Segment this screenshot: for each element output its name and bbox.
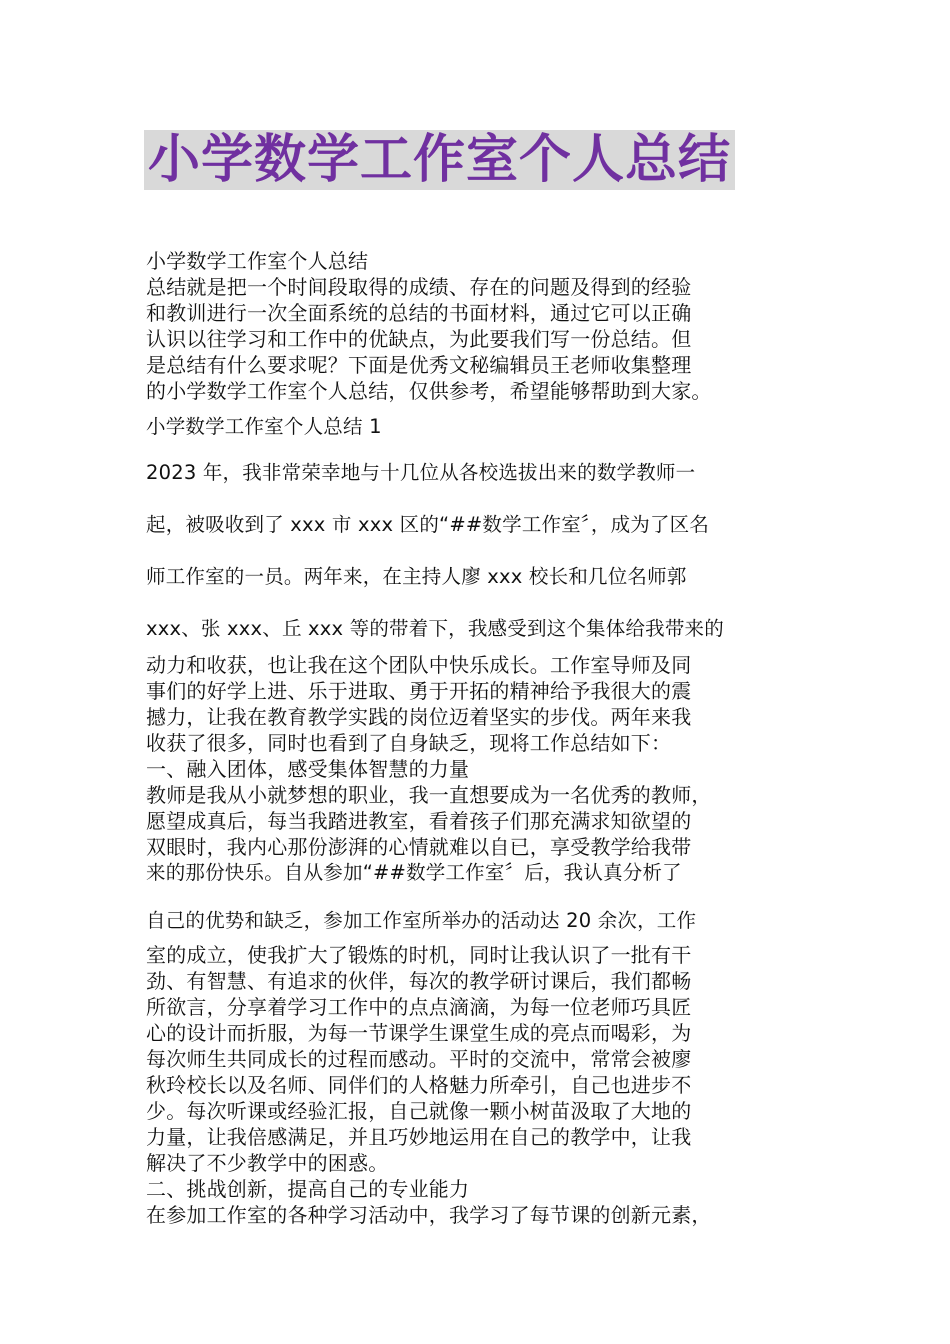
body-line: 教师是我从小就梦想的职业，我一直想要成为一名优秀的教师， [146,783,712,807]
body-line: 师工作室的一员。两年来，在主持人廖 xxx 校长和几位名师郭 [146,565,687,588]
body-line: 愿望成真后，每当我踏进教室，看着孩子们那充满求知欲望的 [146,809,692,833]
body-line: 一、融入团体，感受集体智慧的力量 [146,757,470,781]
body-line: 2023 年，我非常荣幸地与十几位从各校选拔出来的数学教师一 [146,461,696,484]
title-highlight [144,130,735,190]
body-line: 双眼时，我内心那份澎湃的心情就难以自已，享受教学给我带 [146,835,692,859]
body-line: 二、挑战创新，提高自己的专业能力 [146,1177,470,1201]
body-line: 小学数学工作室个人总结 1 [146,415,382,438]
body-line: 的小学数学工作室个人总结，仅供参考，希望能够帮助到大家。 [146,379,712,403]
body-line: 所欲言，分享着学习工作中的点点滴滴，为每一位老师巧具匠 [146,995,692,1019]
body-line: 起，被吸收到了 xxx 市 xxx 区的“##数学工作室〞，成为了区名 [146,513,710,536]
body-line: 小学数学工作室个人总结 [146,249,369,273]
body-line: 劲、有智慧、有追求的伙伴，每次的教学研讨课后，我们都畅 [146,969,692,993]
body-line: 动力和收获，也让我在这个团队中快乐成长。工作室导师及同 [146,653,692,677]
body-line: 在参加工作室的各种学习活动中，我学习了每节课的创新元素， [146,1203,712,1227]
body-line: 事们的好学上进、乐于进取、勇于开拓的精神给予我很大的震 [146,679,692,703]
document-title: 小学数学工作室个人总结 [148,130,732,190]
body-line: 少。每次听课或经验汇报，自己就像一颗小树苗汲取了大地的 [146,1099,692,1123]
body-line: 和教训进行一次全面系统的总结的书面材料，通过它可以正确 [146,301,692,325]
body-line: 室的成立，使我扩大了锻炼的时机，同时让我认识了一批有干 [146,943,692,967]
body-line: 总结就是把一个时间段取得的成绩、存在的问题及得到的经验 [146,275,692,299]
body-line: 每次师生共同成长的过程而感动。平时的交流中，常常会被廖 [146,1047,692,1071]
body-line: 认识以往学习和工作中的优缺点，为此要我们写一份总结。但 [146,327,692,351]
body-line: 心的设计而折服，为每一节课学生课堂生成的亮点而喝彩，为 [146,1021,692,1045]
body-line: 收获了很多，同时也看到了自身缺乏，现将工作总结如下： [146,731,672,755]
body-line: 是总结有什么要求呢？下面是优秀文秘编辑员王老师收集整理 [146,353,692,377]
body-line: xxx、张 xxx、丘 xxx 等的带着下，我感受到这个集体给我带来的 [146,617,724,640]
body-line: 撼力，让我在教育教学实践的岗位迈着坚实的步伐。两年来我 [146,705,692,729]
body-line: 力量，让我倍感满足，并且巧妙地运用在自己的教学中，让我 [146,1125,692,1149]
body-line: 来的那份快乐。自从参加“##数学工作室〞后，我认真分析了 [146,861,682,884]
body-line: 秋玲校长以及名师、同伴们的人格魅力所牵引，自己也进步不 [146,1073,692,1097]
body-line: 自己的优势和缺乏，参加工作室所举办的活动达 20 余次，工作 [146,909,697,932]
body-line: 解决了不少教学中的困惑。 [146,1151,389,1175]
